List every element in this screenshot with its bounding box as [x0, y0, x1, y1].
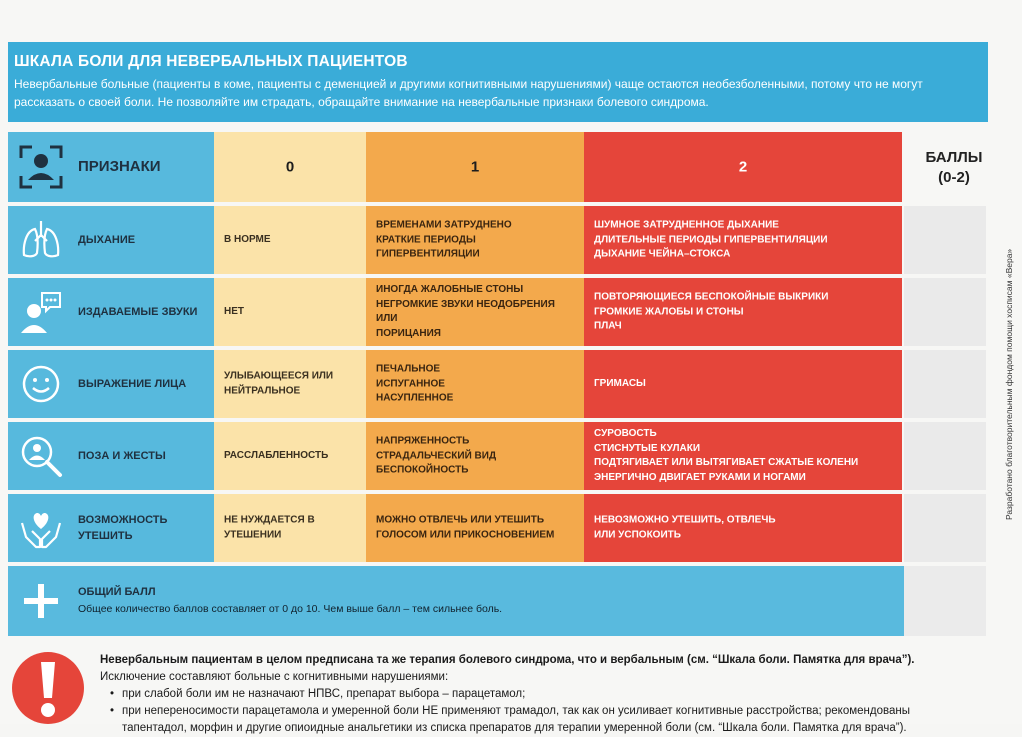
text-line: НЕВОЗМОЖНО УТЕШИТЬ, ОТВЛЕЧЬ — [594, 514, 776, 526]
text-line: УТЕШИТЬ — [78, 530, 133, 542]
page-title: ШКАЛА БОЛИ ДЛЯ НЕВЕРБАЛЬНЫХ ПАЦИЕНТОВ — [14, 53, 408, 70]
text-line: НЕЙТРАЛЬНОЕ — [224, 385, 301, 396]
text-line: при непереносимости парацетамола и умеренной боли НЕ применяют трамадол, так как он усиливает когнитивные расстройства; рекомендованы — [122, 705, 910, 717]
breathing-2-text — [594, 218, 894, 262]
posture-2-text — [594, 427, 894, 485]
score-input-face[interactable] — [904, 350, 986, 418]
text-line: ЭНЕРГИЧНО ДВИГАЕТ РУКАМИ И НОГАМИ — [594, 471, 806, 483]
score-1-header: 1 — [470, 158, 480, 176]
total-score-input[interactable] — [904, 566, 986, 636]
consolability-2-text — [594, 514, 894, 543]
score-2-cell — [584, 278, 902, 346]
posture-0-text: РАССЛАБЛЕННОСТЬ — [224, 449, 329, 461]
text-line: СТРАДАЛЬЧЕСКИЙ ВИД — [376, 449, 497, 461]
text-line: ДЛИТЕЛЬНЫЕ ПЕРИОДЫ ГИПЕРВЕНТИЛЯЦИИ — [594, 233, 828, 245]
score-1-cell — [366, 278, 584, 346]
text-line: СУРОВОСТЬ — [594, 428, 657, 439]
score-1-cell — [366, 350, 584, 418]
text-line: НЕГРОМКИЕ ЗВУКИ НЕОДОБРЕНИЯ ИЛИ — [376, 298, 555, 324]
magnifier-person-icon — [18, 433, 64, 479]
row-face — [8, 350, 904, 418]
score-2-cell — [584, 206, 902, 274]
side-credit: Разработано благотворительным фондом помощи хосписам «Вера» — [1004, 248, 1014, 520]
lungs-icon — [18, 217, 64, 263]
note-exception: Исключение составляют больные с когнитивными нарушениями: — [100, 671, 449, 683]
header-col-2 — [584, 132, 902, 202]
text-line: ПОДТЯГИВАЕТ ИЛИ ВЫТЯГИВАЕТ СЖАТЫЕ КОЛЕНИ — [594, 457, 859, 468]
sign-cell — [8, 206, 214, 274]
person-frame-icon — [18, 144, 64, 190]
score-2-cell — [584, 494, 902, 562]
text-line: ИЛИ УСПОКОИТЬ — [594, 529, 681, 540]
text-line: НАСУПЛЕННОЕ — [376, 392, 454, 404]
score-header-line2: (0-2) — [938, 169, 970, 186]
text-line: КРАТКИЕ ПЕРИОДЫ ГИПЕРВЕНТИЛЯЦИИ — [376, 233, 480, 260]
sign-label-breathing: ДЫХАНИЕ — [78, 234, 136, 246]
sign-cell — [8, 278, 214, 346]
header-col-0 — [214, 132, 366, 202]
text-line: ГРОМКИЕ ЖАЛОБЫ И СТОНЫ — [594, 305, 744, 317]
note-list — [100, 686, 980, 737]
header-banner — [8, 42, 988, 122]
header-signs-cell — [8, 132, 214, 202]
signs-header-label: ПРИЗНАКИ — [78, 158, 161, 175]
note-lead: Невербальным пациентам в целом предписана та же терапия болевого синдрома, что и вербальным (см. “Шкала боли. Памятка для врача”). — [100, 654, 915, 666]
text-line: МОЖНО ОТВЛЕЧЬ ИЛИ УТЕШИТЬ — [376, 514, 545, 526]
row-posture — [8, 422, 904, 490]
sounds-1-text — [376, 283, 576, 341]
sign-label-posture: ПОЗА И ЖЕСТЫ — [78, 450, 166, 462]
score-2-cell — [584, 350, 902, 418]
score-0-cell — [214, 494, 366, 562]
consolability-1-text — [376, 514, 576, 543]
score-1-cell — [366, 206, 584, 274]
text-line: ГОЛОСОМ ИЛИ ПРИКОСНОВЕНИЕМ — [376, 529, 555, 540]
text-line: БЕСПОКОЙНОСТЬ — [376, 464, 469, 476]
score-0-cell — [214, 350, 366, 418]
smiley-face-icon — [18, 361, 64, 407]
text-line: ВРЕМЕНАМИ ЗАТРУДНЕНО — [376, 219, 512, 231]
text-line: тапентадол, морфин и другие опиоидные анальгетики из списка препаратов для терапии умеренной боли (см. “Шкала боли. Памятка для врача”). — [122, 722, 907, 734]
header-row — [8, 132, 983, 202]
exclamation-icon — [10, 650, 86, 726]
text-line: ИСПУГАННОЕ — [376, 377, 445, 389]
score-2-header: 2 — [738, 158, 748, 176]
row-breathing — [8, 206, 904, 274]
text-line: СТИСНУТЫЕ КУЛАКИ — [594, 442, 701, 454]
score-1-cell — [366, 422, 584, 490]
breathing-0-text: В НОРМЕ — [224, 233, 271, 245]
score-2-cell — [584, 422, 902, 490]
note-bullet-1: • при слабой боли им не назначают НПВС, препарат выбора – парацетамол; — [112, 686, 980, 703]
text-line: ПЛАЧ — [594, 320, 622, 332]
text-line: ГРИМАСЫ — [594, 377, 646, 389]
text-line: ПОВТОРЯЮЩИЕСЯ БЕСПОКОЙНЫЕ ВЫКРИКИ — [594, 291, 829, 303]
face-2-text — [594, 377, 894, 392]
score-0-cell — [214, 278, 366, 346]
consolability-0-text — [224, 514, 358, 543]
note-bullet-2 — [112, 703, 980, 737]
score-0-cell — [214, 206, 366, 274]
sign-cell — [8, 494, 214, 562]
note-text — [100, 652, 980, 737]
text-line: ВОЗМОЖНОСТЬ — [78, 514, 168, 526]
sign-label-consolability — [78, 512, 167, 544]
sign-label-face: ВЫРАЖЕНИЕ ЛИЦА — [78, 378, 187, 390]
text-line: УЛЫБАЮЩЕЕСЯ ИЛИ — [224, 370, 334, 382]
score-input-posture[interactable] — [904, 422, 986, 490]
sounds-0-text: НЕТ — [224, 305, 244, 317]
intro-text: Невербальные больные (пациенты в коме, пациенты с деменцией и другими когнитивными нарушениями) чаще остаются необезболенными, потому что не могут рассказать о своей боли. Не позволяйте им страдать, обращайте внимание на невербальные признаки болевого синдрома. — [14, 77, 923, 109]
score-input-breathing[interactable] — [904, 206, 986, 274]
speech-bubble-icon — [18, 289, 64, 335]
text-line: НЕ НУЖДАЕТСЯ В — [224, 514, 315, 526]
text-line: ДЫХАНИЕ ЧЕЙНА–СТОКСА — [594, 248, 731, 260]
row-sounds — [8, 278, 904, 346]
face-0-text — [224, 370, 358, 399]
sign-cell — [8, 422, 214, 490]
total-row — [8, 566, 904, 636]
text-line: ИНОГДА ЖАЛОБНЫЕ СТОНЫ — [376, 284, 524, 295]
breathing-1-text — [376, 218, 576, 262]
score-input-consolability[interactable] — [904, 494, 986, 562]
text-line: УТЕШЕНИИ — [224, 529, 282, 540]
row-consolability — [8, 494, 904, 562]
plus-icon — [18, 578, 64, 624]
total-title: ОБЩИЙ БАЛЛ — [78, 586, 156, 598]
text-line: ПОРИЦАНИЯ — [376, 327, 441, 339]
sounds-2-text — [594, 290, 894, 334]
total-description: Общее количество баллов составляет от 0 до 10. Чем выше балл – тем сильнее боль. — [78, 603, 503, 615]
score-1-cell — [366, 494, 584, 562]
hands-heart-icon — [18, 505, 64, 551]
score-0-cell — [214, 422, 366, 490]
score-0-header: 0 — [285, 158, 295, 176]
text-line: НАПРЯЖЕННОСТЬ — [376, 435, 470, 447]
therapy-note — [0, 640, 1022, 734]
sign-cell — [8, 350, 214, 418]
text-line: ШУМНОЕ ЗАТРУДНЕННОЕ ДЫХАНИЕ — [594, 219, 779, 231]
posture-1-text — [376, 434, 576, 478]
header-col-1 — [366, 132, 584, 202]
score-input-sounds[interactable] — [904, 278, 986, 346]
score-header-line1: БАЛЛЫ — [925, 149, 983, 166]
text-line: ПЕЧАЛЬНОЕ — [376, 363, 441, 375]
sign-label-sounds: ИЗДАВАЕМЫЕ ЗВУКИ — [78, 306, 198, 318]
score-column-header — [904, 132, 1004, 188]
face-1-text — [376, 362, 576, 406]
